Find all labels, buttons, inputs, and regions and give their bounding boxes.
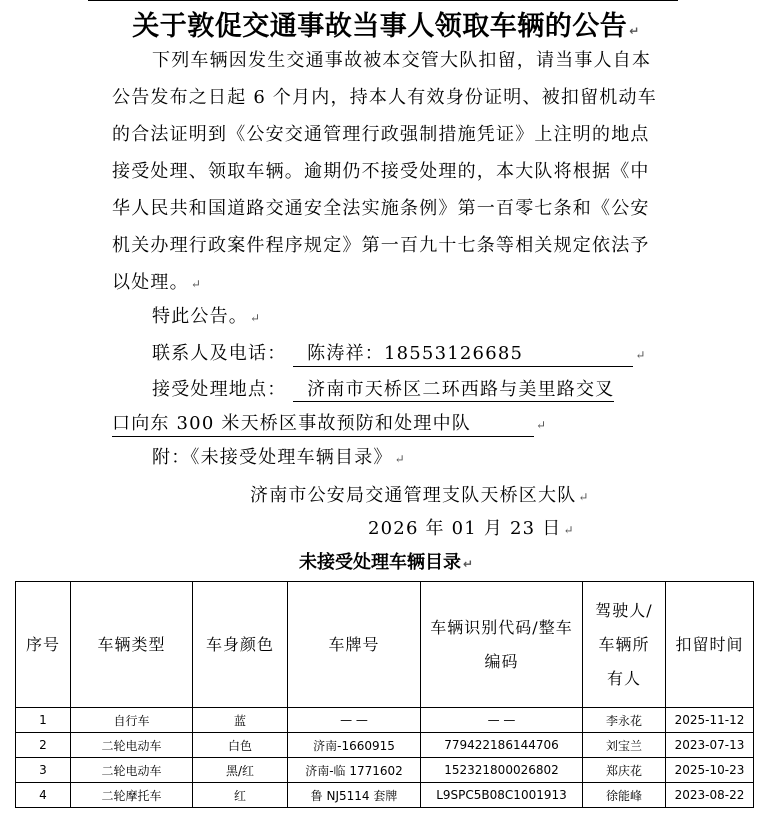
cell-vehicle-type: 二轮电动车 [71, 733, 193, 758]
cell-plate: — — [288, 708, 421, 733]
special-notice: 特此公告。 ↵ [152, 306, 262, 327]
header-plate: 车牌号 [288, 582, 421, 708]
address-value-1: 济南市天桥区二环西路与美里路交叉 [293, 379, 614, 402]
cell-index: 3 [16, 758, 71, 783]
cell-plate: 济南-临 1771602 [288, 758, 421, 783]
cell-detain-time: 2023-07-13 [666, 733, 754, 758]
address-line-1 [152, 375, 614, 401]
top-rule [88, 0, 678, 1]
vehicle-table [15, 581, 754, 808]
header-body-color: 车身颜色 [193, 582, 288, 708]
cell-detain-time: 2023-08-22 [666, 783, 754, 808]
cell-body-color: 红 [193, 783, 288, 808]
table-title: 未接受处理车辆目录 ↵ [298, 552, 474, 573]
cell-index: 4 [16, 783, 71, 808]
issuer: 济南市公安局交通管理支队天桥区大队 ↵ [250, 485, 590, 506]
header-detain-time: 扣留时间 [666, 582, 754, 708]
table-row [16, 758, 754, 783]
cell-body-color: 白色 [193, 733, 288, 758]
cell-index: 2 [16, 733, 71, 758]
cell-vehicle-type: 二轮摩托车 [71, 783, 193, 808]
cell-owner: 郑庆花 [583, 758, 666, 783]
contact-line: 联系人及电话： 陈涛祥：18553126685 ↵ [152, 339, 647, 367]
header-index: 序号 [16, 582, 71, 708]
cell-detain-time: 2025-10-23 [666, 758, 754, 783]
header-owner: 驾驶人/车辆所有人 [583, 582, 666, 708]
address-line-2: 口向东 300 米天桥区事故预防和处理中队 ↵ [112, 409, 547, 437]
cell-vehicle-type: 自行车 [71, 708, 193, 733]
cell-vin: L9SPC5B08C1001913 [421, 783, 583, 808]
address-label: 接受处理地点： [152, 379, 287, 400]
cell-body-color: 蓝 [193, 708, 288, 733]
cell-vin: 152321800026802 [421, 758, 583, 783]
table-header-row [16, 582, 754, 708]
cell-owner: 徐能峰 [583, 783, 666, 808]
cell-vin: — — [421, 708, 583, 733]
table-row [16, 783, 754, 808]
cell-owner: 李永花 [583, 708, 666, 733]
header-vehicle-type: 车辆类型 [71, 582, 193, 708]
cell-vehicle-type: 二轮电动车 [71, 758, 193, 783]
issue-date: 2026 年 01 月 23 日 ↵ [368, 518, 575, 539]
contact-label: 联系人及电话： [152, 343, 287, 364]
cell-plate: 鲁 NJ5114 套牌 [288, 783, 421, 808]
table-row [16, 708, 754, 733]
attachment-line: 附：《未接受处理车辆目录》 ↵ [152, 447, 406, 468]
header-vin: 车辆识别代码/整车编码 [421, 582, 583, 708]
cell-plate: 济南-1660915 [288, 733, 421, 758]
address-value-2: 口向东 300 米天桥区事故预防和处理中队 [112, 409, 534, 437]
table-row [16, 733, 754, 758]
cell-body-color: 黑/红 [193, 758, 288, 783]
cell-vin: 779422186144706 [421, 733, 583, 758]
cell-owner: 刘宝兰 [583, 733, 666, 758]
cell-detain-time: 2025-11-12 [666, 708, 754, 733]
cell-index: 1 [16, 708, 71, 733]
notice-body: 下列车辆因发生交通事故被本交管大队扣留，请当事人自本公告发布之日起 6 个月内，持本人有效身份证明、被扣留机动车的合法证明到《公安交通管理行政强制措施凭证》上注明的地点接受处理、领取车辆。逾期仍不接受处理的，本大队将根据《中华人民共和国道路交通安全法实施条例》第一百零七条和《公安机关办理行政案件程序规定》第一百九十七条等相关规定依法予以处理。 ↵ [112, 50, 657, 293]
notice-title: 关于敦促交通事故当事人领取车辆的公告 ↵ [132, 11, 640, 42]
contact-value: 陈涛祥：18553126685 [293, 339, 633, 367]
